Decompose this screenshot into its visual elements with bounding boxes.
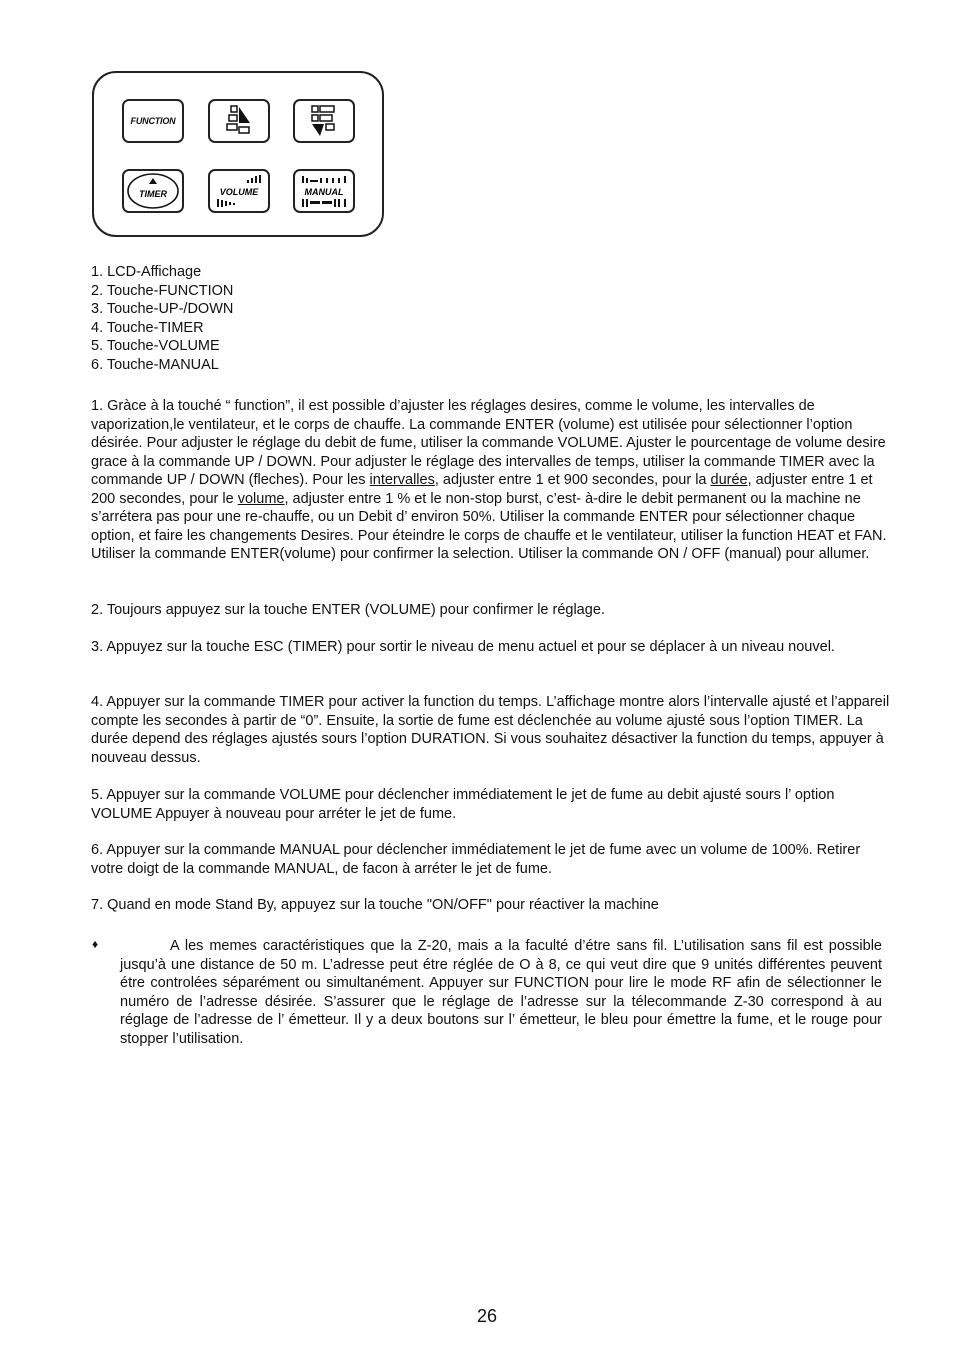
legend-item: 3. Touche-UP-/DOWN (91, 301, 234, 318)
paragraph-7: 7. Quand en mode Stand By, appuyez sur la touche "ON/OFF" pour réactiver la machine (91, 897, 659, 913)
diamond-bullet-icon: ♦ (92, 937, 99, 951)
legend-item: 5. Touche-VOLUME (91, 338, 220, 355)
volume-label: VOLUME (219, 187, 259, 197)
manual-icon (296, 172, 352, 210)
paragraph-6: 6. Appuyer sur la commande MANUAL pour déclencher immédiatement le jet de fume avec un volume de 100%. Retirer votre doigt de la commande MANUAL, de facon à arréter le jet de fume. (91, 842, 861, 877)
down-icon (304, 103, 344, 139)
paragraph-5: 5. Appuyer sur la commande VOLUME pour déclencher immédiatement le jet de fume au debit ajusté sours l’ option VOLUME Appuyer à nouveau pour arréter le jet de fume. (91, 787, 835, 822)
paragraph-1-text: adjuster entre 1 et 200 secondes, pour le (91, 472, 873, 507)
volume-icon (211, 172, 267, 210)
manual-button[interactable] (293, 169, 355, 213)
paragraph-3: 3. Appuyez sur la touche ESC (TIMER) pour sortir le niveau de menu actuel et pour se déplacer à un niveau nouvel. (91, 639, 835, 655)
paragraph-4: 4. Appuyer sur la commande TIMER pour activer la function du temps. L’affichage montre alors l’intervalle ajusté et l’appareil compte les secondes à partir de “0”. Ensuite, la sortie de fume est déclenchée au volume ajusté sous l’option TIMER. La durée depend des réglages ajustés sours l’option DURATION. Si vous souhaitez désactiver la function du temps, appuyer à nouveau dessus. (91, 694, 890, 766)
bullet-paragraph-text: A les memes caractéristiques que la Z-20, mais a la faculté d’étre sans fil. L’utilisation sans fil est possible jusqu’à une distance de 50 m. L’adresse peut étre réglée de O à 8, ce qui veut dire que 9 unités différentes peuvent étre controlées séparément ou simultanément. Appuyer sur FUNCTION pour lire le mode RF afin de sélectionner le numéro de l’adresse désirée. S’assurer que le réglage de l’adresse sur la télecommande Z-30 correspond à au réglage de l’adresse de l’ émetteur. Il y a deux boutons sur l’ émetteur, le bleu pour émettre la fume, et le rouge pour stopper l’utilisation. (120, 938, 882, 1047)
up-icon (219, 103, 259, 139)
paragraph-1-text: 1. Gràce à la touché “ function”, il est possible d’ajuster les réglages desires, comme le volume, les intervalles de vaporization,le ventilateur, et le corps de chauffe. La commande ENTER (volume) est utilisée pour sélectionner l’option désirée. Pour adjuster le réglage du debit de fume, utiliser la commande VOLUME. Ajuster le pourcentage de volume desire grace à la commande UP / DOWN. Pour adjuster le réglage des intervalles de temps, utiliser la commande TIMER avec la commande UP / DOWN (fleches). Pour les (91, 398, 886, 488)
function-button[interactable] (122, 99, 184, 143)
remote-control-panel (92, 71, 384, 237)
key-legend-list (91, 263, 233, 375)
paragraph-1 (91, 397, 891, 564)
down-button[interactable] (293, 99, 355, 143)
up-button[interactable] (208, 99, 270, 143)
function-label: FUNCTION (130, 116, 176, 126)
page-number: 26 (476, 1306, 498, 1326)
legend-item: 4. Touche-TIMER (91, 319, 204, 336)
bullet-paragraph (120, 937, 882, 1049)
legend-item: 1. LCD-Affichage (91, 264, 202, 280)
paragraph-2: 2. Toujours appuyez sur la touche ENTER (VOLUME) pour confirmer le réglage. (91, 602, 605, 618)
timer-label: TIMER (139, 189, 167, 199)
underlined-volume: volume, (237, 490, 289, 507)
legend-item: 6. Touche-MANUAL (91, 356, 219, 373)
paragraph-1-text: adjuster entre 1 % et le non-stop burst, c’est- à-dire le debit permanent ou la machine ne s’arrétera pas pour une re-chauffe, ou un Debit d’ environ 50%. Utiliser la commande ENTER pour sélectionner chaque option, et faire les changements Desires. Pour éteindre le corps de chauffe et le ventilateur, utiliser la function HEAT et FAN. Utiliser la commande ENTER(volume) pour confirmer la selection. Utiliser la commande ON / OFF (manual) pour allumer. (91, 490, 887, 562)
volume-button[interactable] (208, 169, 270, 213)
underlined-intervalles: intervalles (369, 472, 435, 488)
timer-button[interactable] (122, 169, 184, 213)
manual-label: MANUAL (304, 187, 344, 197)
legend-item: 2. Touche-FUNCTION (91, 282, 234, 299)
timer-icon (125, 171, 181, 211)
underlined-duree: durée, (710, 472, 752, 488)
paragraph-1-text: , adjuster entre 1 et 900 secondes, pour la (434, 472, 711, 488)
